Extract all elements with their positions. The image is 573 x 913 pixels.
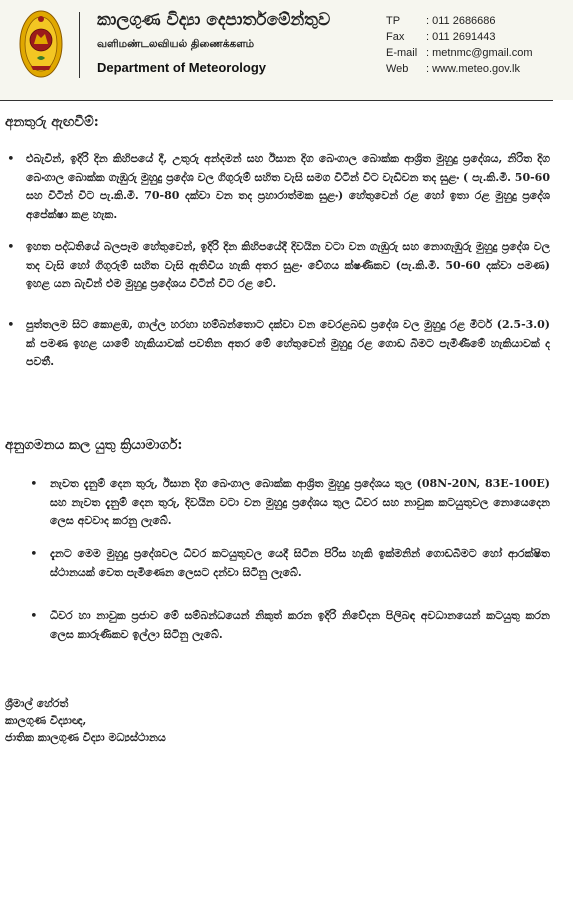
- bullet-icon: •: [7, 240, 15, 255]
- actions-heading: අනුගමනය කල යුතු ක්‍රියාමාර්ග:: [5, 437, 183, 453]
- letterhead: [0, 0, 573, 100]
- signatory-name: ශ්‍රීමාල් හේරත්: [5, 697, 69, 710]
- bullet-icon: •: [7, 318, 15, 333]
- contact-label: TP: [386, 15, 401, 27]
- contact-phone: [386, 13, 533, 29]
- contact-label: Fax: [386, 31, 405, 43]
- org-name-sinhala: කාලගුණ විද්‍යා දෙපාර්තමේන්තුව: [97, 10, 331, 30]
- contact-value: : 011 2686686: [426, 15, 496, 27]
- contact-label: Web: [386, 63, 409, 75]
- contact-web: [386, 61, 533, 77]
- contact-fax: [386, 29, 533, 45]
- org-name-tamil: வளிமண்டலவியல் திணைக்களம்: [97, 38, 255, 50]
- org-name-english: Department of Meteorology: [97, 60, 267, 75]
- contact-value[interactable]: : metnmc@gmail.com: [426, 47, 533, 59]
- contact-label: E-mail: [386, 47, 418, 59]
- bullet-icon: •: [7, 152, 15, 167]
- action-item-2: දැනට මෙම මුහුදු ප්‍රදේශවල ධීවර කටයුතුවල යෙදී සිටින පිරිස හැකි ඉක්මනින් ගොඩබිමට හෝ ආරක්ෂිත ස්ථානයක් වෙත පැමිණෙන ලෙසට දන්වා සිටිනු ලැබේ.: [50, 547, 550, 579]
- action-item-1: නැවත දැනුම් දෙන තුරු, ඊසාන දිග බෙංගාල බොක්ක ආශ්‍රිත මුහුදු ප්‍රදේශය තුල (08N-20N, 83E-100E) සහ නැවත දැනුම් දෙන තුරු, දිවයින වටා වන මුහුදු ප්‍රදේශය තුල ධීවර සහ නාවුක කටයුතුවල නොයෙදෙන ලෙස අවවාද කරනු ලැබේ.: [50, 477, 550, 527]
- contact-block: [386, 13, 533, 77]
- warning-item-2: ඉහත පද්ධතියේ බලපෑම හේතුවෙන්, ඉදිරි දින කිහිපයේදී දිවයින වටා වන ගැඹුරු සහ නොගැඹුරු මුහුදු ප්‍රදේශ වල තද වැසි හෝ ගිගුරුම් සහිත වැසි ඇතිවිය හැකි අතර සුළං වේගය ක්ෂණිකව (පැ.කි.මී. 50-60 දක්වා පමණ) ඉහළ යන බැවින් එම මුහුදු ප්‍රදේශය විටින් විට රළ වේ.: [26, 240, 550, 290]
- header-rule: [0, 100, 553, 101]
- warning-item-3: පුත්තලම සිට කොළඹ, ගාල්ල හරහා හම්බන්තොට දක්වා වන වෙරළබඩ ප්‍රදේශ වල මුහුදු රළ මීටර් (2.5-3.0) ක් පමණ ඉහළ යාමේ හැකියාවක් පවතින අතර මේ හේතුවෙන් මුහුදු රළ ගොඩ බිමට පැමිණීමේ හැකියාවක් ද පවතී.: [26, 318, 550, 368]
- signature-block: [5, 695, 166, 746]
- bullet-icon: •: [30, 547, 38, 562]
- signatory-designation: කාලගුණ විද්‍යාඥ,: [5, 714, 87, 727]
- bullet-icon: •: [30, 609, 38, 624]
- action-item-3: ධීවර හා නාවුක ප්‍රජාව මේ සම්බන්ධයෙන් නිකුත් කරන ඉදිරි නිවේදන පිලිබඳ අවධානයෙන් කටයුතු කරන ලෙස කාරුණිකව ඉල්ලා සිටිනු ලැබේ.: [50, 609, 550, 641]
- contact-email: [386, 45, 533, 61]
- bullet-icon: •: [30, 477, 38, 492]
- contact-value: : 011 2691443: [426, 31, 496, 43]
- warnings-heading: අනතුරු ඇඟවීම්:: [5, 114, 99, 130]
- header-divider: [79, 12, 80, 78]
- national-emblem-icon: [19, 10, 63, 78]
- signatory-office: ජාතික කාලගුණ විද්‍යා මධ්‍යස්ථානය: [5, 731, 166, 744]
- warning-item-1: එබැවින්, ඉදිරි දින කිහිපයේ දී, උතුරු අන්දමන් සහ ඊසාන දිග බෙංගාල බොක්ක ආශ්‍රිත මුහුදු ප්‍රදේශය, නිරිත දිග බෙංගාල බොක්ක ගැඹුරු මුහුදු ප්‍රදේශ වල ගිගුරුම් සහිත වැසි සමග විටින් විට වැඩිවන තද සුළං ( පැ.කි.මී. 50-60 සහ විටින් විට පැ.කි.මී. 70-80 දක්වා වන තද ප්‍රහාරාත්මක සුළං) හේතුවෙන් රළ හෝ ඉතා රළ මුහුදු ප්‍රදේශ අපේක්ෂා කළ හැක.: [26, 152, 550, 221]
- contact-value[interactable]: : www.meteo.gov.lk: [426, 63, 520, 75]
